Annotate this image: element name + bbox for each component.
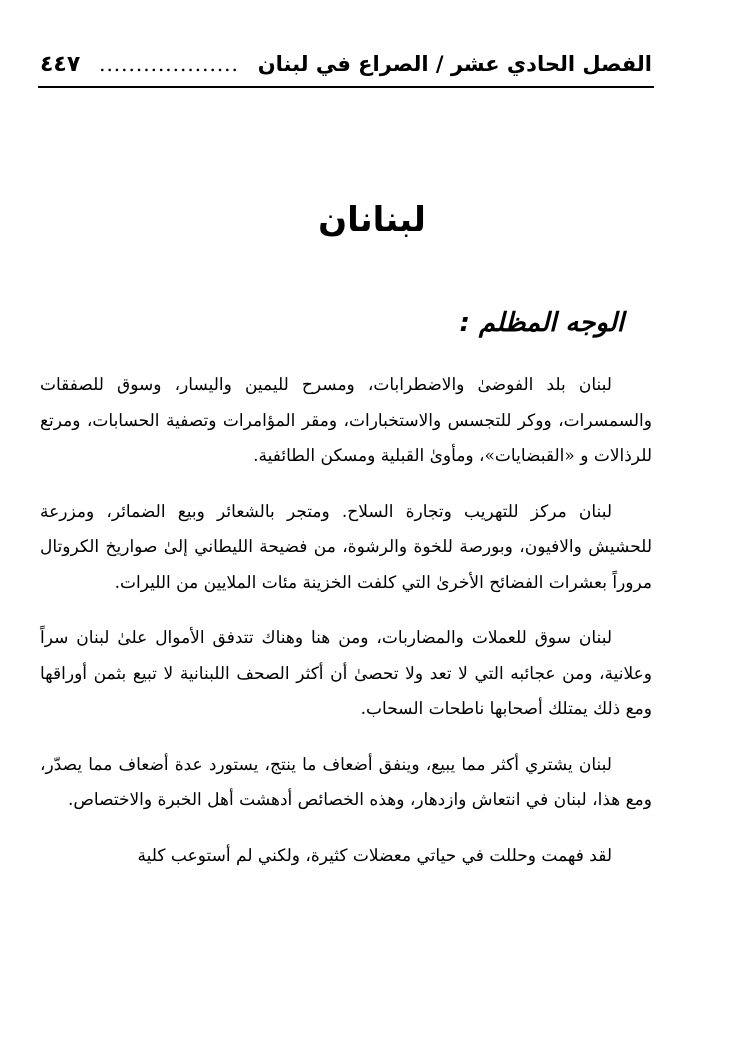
paragraph: لبنان بلد الفوضىٰ والاضطرابات، ومسرح لليمين واليسار، وسوق للصفقات والسمسرات، ووكر للتجسس والاستخبارات، ومقر المؤامرات وتصفية الحسابات، ومرتع للرذالات و «القبضايات»، ومأوىٰ القبلية ومسكن الطائفية. [40, 375, 652, 466]
chapter-title: لبنانان [318, 200, 426, 240]
running-title: الفصل الحادي عشر / الصراع في لبنان [257, 52, 652, 76]
leader-dots: ................... [99, 52, 239, 76]
body-text [40, 368, 652, 874]
paragraph: لبنان مركز للتهريب وتجارة السلاح. ومتجر بالشعائر وبيع الضمائر، ومزرعة للحشيش والافيون، وبورصة للخوة والرشوة، من فضيحة الليطاني إلىٰ صواريخ الكروتال مروراً بعشرات الفضائح الأخرىٰ التي كلفت الخزينة مئات الملايين من الليرات. [40, 501, 652, 593]
header-rule [38, 86, 654, 88]
paragraph: لبنان يشتري أكثر مما يبيع، وينفق أضعاف ما ينتج، يستورد عدة أضعاف مما يصدّر، ومع هذا، لبنان في انتعاش وازدهار، وهذه الخصائص أدهشت أهل الخبرة والاختصاص. [40, 754, 652, 810]
running-header [40, 46, 652, 82]
paragraph: لقد فهمت وحللت في حياتي معضلات كثيرة، ولكني لم أستوعب كلية [137, 845, 612, 866]
section-heading: الوجه المظلم : [459, 308, 624, 338]
paragraph: لبنان سوق للعملات والمضاربات، ومن هنا وهناك تتدفق الأموال علىٰ لبنان سراً وعلانية، ومن عجائبه التي لا تعد ولا تحصىٰ أن أكثر الصحف اللبنانية لا تبيع بثمن أوراقها ومع ذلك يمتلك أصحابها ناطحات السحاب. [40, 628, 652, 719]
page-number: ٤٤٧ [40, 51, 81, 77]
